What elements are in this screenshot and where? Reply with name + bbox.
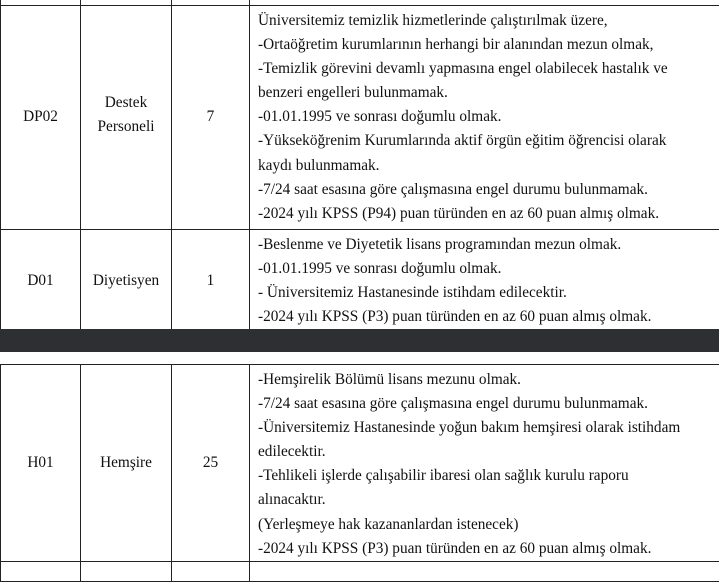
requirement-line: (Yerleşmeye hak kazananlardan istenecek) [258,513,715,537]
requirement-line: -7/24 saat esasına göre çalışmasına engel durumu bulunmamak. [258,392,715,416]
requirement-line: -2024 yılı KPSS (P3) puan türünden en az 60 puan almış olmak. [258,305,715,329]
requirements-cell [250,229,719,332]
page-break-band [0,329,719,352]
clipped-count-cell [172,561,250,581]
requirement-line: -2024 yılı KPSS (P94) puan türünden en az 60 puan almış olmak. [258,202,715,226]
requirement-line: -Tehlikeli işlerde çalışabilir ibaresi olan sağlık kurulu raporu [258,464,715,488]
clipped-requirements-cell [250,561,719,581]
table-row-d01 [1,229,719,332]
position-title: Hemşire [81,365,172,562]
requirements-cell [250,6,719,230]
requirement-line: benzeri engelleri bulunmamak. [258,81,715,105]
requirement-line: -01.01.1995 ve sonrası doğumlu olmak. [258,257,715,281]
position-title: Diyetisyen [81,229,172,332]
position-count: 25 [172,365,250,562]
requirement-line: -2024 yılı KPSS (P3) puan türünden en az 60 puan almış olmak. [258,537,715,561]
requirement-line: -01.01.1995 ve sonrası doğumlu olmak. [258,105,715,129]
requirement-line: edilecektir. [258,440,715,464]
requirement-line: - Üniversitemiz Hastanesinde istihdam edilecektir. [258,281,715,305]
requirement-line: -Beslenme ve Diyetetik lisans programından mezun olmak. [258,233,715,257]
position-title-line: Personeli [98,115,155,139]
requirements-cell [250,365,719,562]
bottom-positions-table [0,364,719,582]
position-title [81,6,172,230]
requirement-line: Üniversitemiz temizlik hizmetlerinde çalıştırılmak üzere, [258,9,715,33]
requirement-line: -Ortaöğretim kurumlarının herhangi bir alanından mezun olmak, [258,33,715,57]
table-row-dp02 [1,6,719,230]
position-code: DP02 [1,6,81,230]
requirement-line: alınacaktır. [258,488,715,512]
position-code: H01 [1,365,81,562]
requirement-line: -Üniversitemiz Hastanesinde yoğun bakım hemşiresi olarak istihdam [258,416,715,440]
table-row-h01 [1,365,719,562]
requirement-line: kaydı bulunmamak. [258,154,715,178]
position-count: 7 [172,6,250,230]
clipped-code-cell [1,561,81,581]
requirement-line: -Temizlik görevini devamlı yapmasına engel olabilecek hastalık ve [258,57,715,81]
position-title-line: Destek [98,91,155,115]
requirement-line: -Yükseköğrenim Kurumlarında aktif örgün eğitim öğrencisi olarak [258,129,715,153]
clipped-title-cell [81,561,172,581]
position-count: 1 [172,229,250,332]
requirement-line: -7/24 saat esasına göre çalışmasına engel durumu bulunmamak. [258,178,715,202]
clipped-table-row [1,561,719,581]
position-code: D01 [1,229,81,332]
requirement-line: -Hemşirelik Bölümü lisans mezunu olmak. [258,368,715,392]
